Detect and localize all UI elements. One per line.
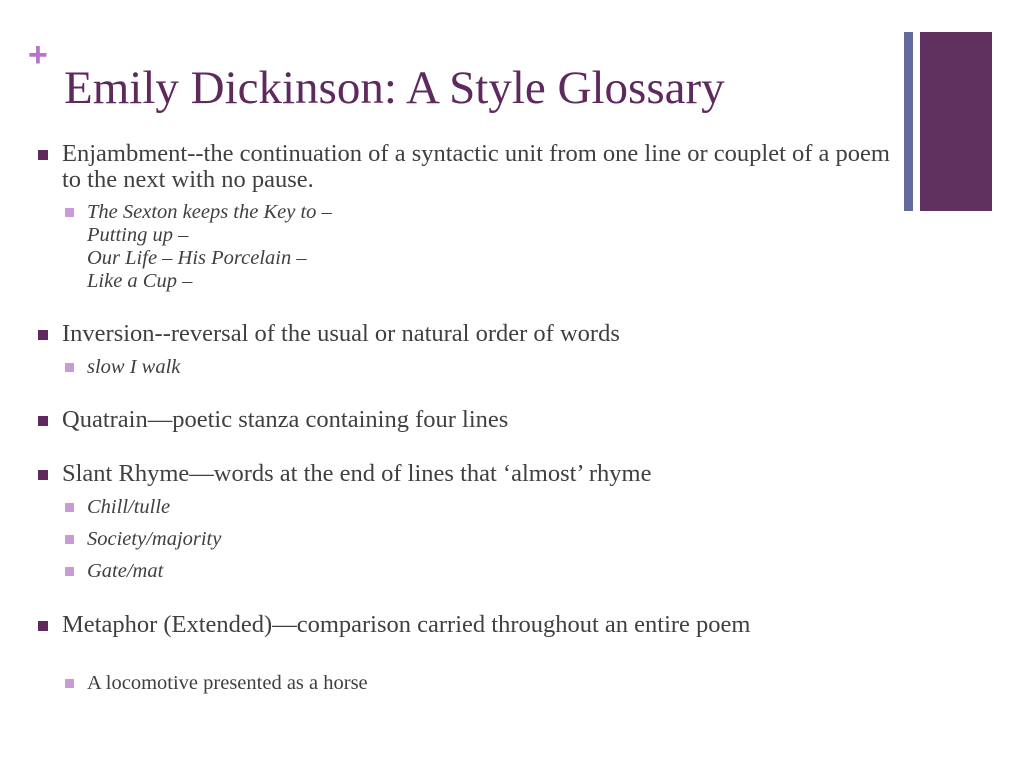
decorative-bar-thin — [904, 32, 913, 211]
slide-title: Emily Dickinson: A Style Glossary — [64, 62, 725, 114]
bullet-inversion: Inversion--reversal of the usual or natural order of words — [62, 321, 892, 347]
example-slant-rhyme-2: Society/majority — [87, 528, 887, 551]
bullet-quatrain: Quatrain—poetic stanza containing four lines — [62, 407, 892, 433]
decorative-bar-thick — [920, 32, 992, 211]
example-line: The Sexton keeps the Key to – — [87, 201, 332, 223]
bullet-metaphor: Metaphor (Extended)—comparison carried throughout an entire poem — [62, 612, 892, 638]
example-line: Putting up – — [87, 224, 189, 246]
bullet-enjambment: Enjambment--the continuation of a syntactic unit from one line or couplet of a poem to the next with no pause. — [62, 140, 890, 193]
example-slant-rhyme-1: Chill/tulle — [87, 496, 887, 519]
example-slant-rhyme-3: Gate/mat — [87, 560, 887, 583]
example-line: Like a Cup – — [87, 270, 193, 292]
bullet-slant-rhyme: Slant Rhyme—words at the end of lines that ‘almost’ rhyme — [62, 461, 892, 487]
example-inversion: slow I walk — [87, 356, 887, 379]
plus-icon: + — [28, 36, 48, 74]
example-enjambment — [87, 201, 887, 293]
example-line: Our Life – His Porcelain – — [87, 247, 307, 269]
example-metaphor: A locomotive presented as a horse — [87, 672, 887, 695]
